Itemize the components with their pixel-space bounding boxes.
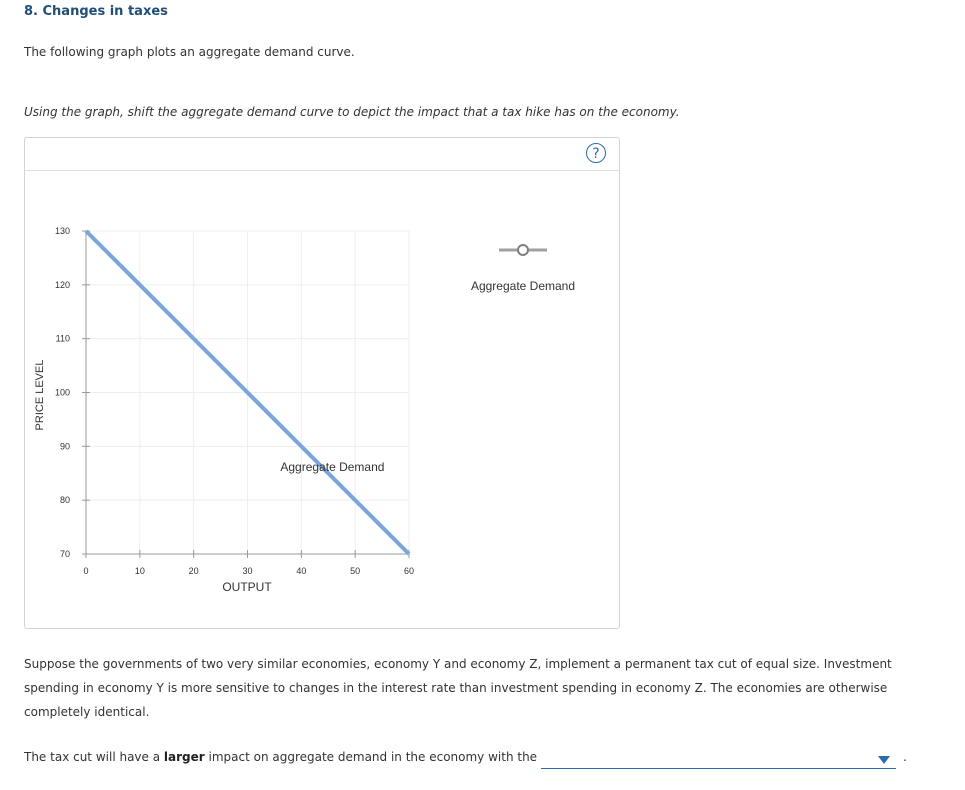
answer-emphasis: larger — [163, 750, 205, 764]
x-tick-label: 20 — [188, 566, 199, 576]
y-tick-label: 100 — [54, 387, 70, 398]
y-tick-label: 90 — [59, 441, 70, 452]
answer-prefix: The tax cut will have a — [24, 750, 164, 764]
y-tick-label: 120 — [54, 279, 70, 290]
answer-sentence — [24, 750, 537, 764]
question-title: 8. Changes in taxes — [24, 4, 168, 19]
intro-text: The following graph plots an aggregate demand curve. — [24, 45, 355, 59]
y-tick-label: 130 — [54, 226, 70, 236]
legend-marker[interactable] — [518, 245, 528, 255]
answer-suffix: impact on aggregate demand in the economy with the — [204, 750, 538, 764]
y-tick-label: 80 — [59, 495, 70, 506]
help-icon[interactable]: ? — [586, 143, 606, 163]
instruction-text: Using the graph, shift the aggregate demand curve to depict the impact that a tax hike has on the economy. — [24, 105, 680, 119]
y-tick-label: 70 — [59, 549, 70, 559]
x-tick-label: 30 — [242, 566, 253, 576]
x-tick-label: 50 — [350, 566, 361, 576]
x-tick-label: 0 — [83, 566, 89, 576]
y-tick-label: 110 — [55, 333, 70, 344]
x-tick-label: 10 — [134, 566, 145, 576]
curve-label: Aggregate Demand — [280, 459, 385, 474]
y-axis-label: PRICE LEVEL — [34, 359, 46, 431]
answer-dropdown[interactable] — [541, 750, 896, 769]
x-tick-label: 40 — [296, 566, 307, 576]
legend-label: Aggregate Demand — [470, 279, 576, 293]
answer-period: . — [903, 750, 907, 764]
graph-panel[interactable] — [24, 137, 620, 629]
x-axis-label: OUTPUT — [222, 580, 272, 594]
ad-graph[interactable] — [25, 138, 619, 628]
x-tick-label: 60 — [403, 566, 415, 576]
scenario-text: Suppose the governments of two very similar economies, economy Y and economy Z, implement a permanent tax cut of equal size. Investment spending in economy Y is more sensitive to changes in the interest rate than investment spending in economy Z. The economies are otherwise completely identical. — [24, 657, 892, 719]
chevron-down-icon[interactable] — [878, 756, 890, 764]
